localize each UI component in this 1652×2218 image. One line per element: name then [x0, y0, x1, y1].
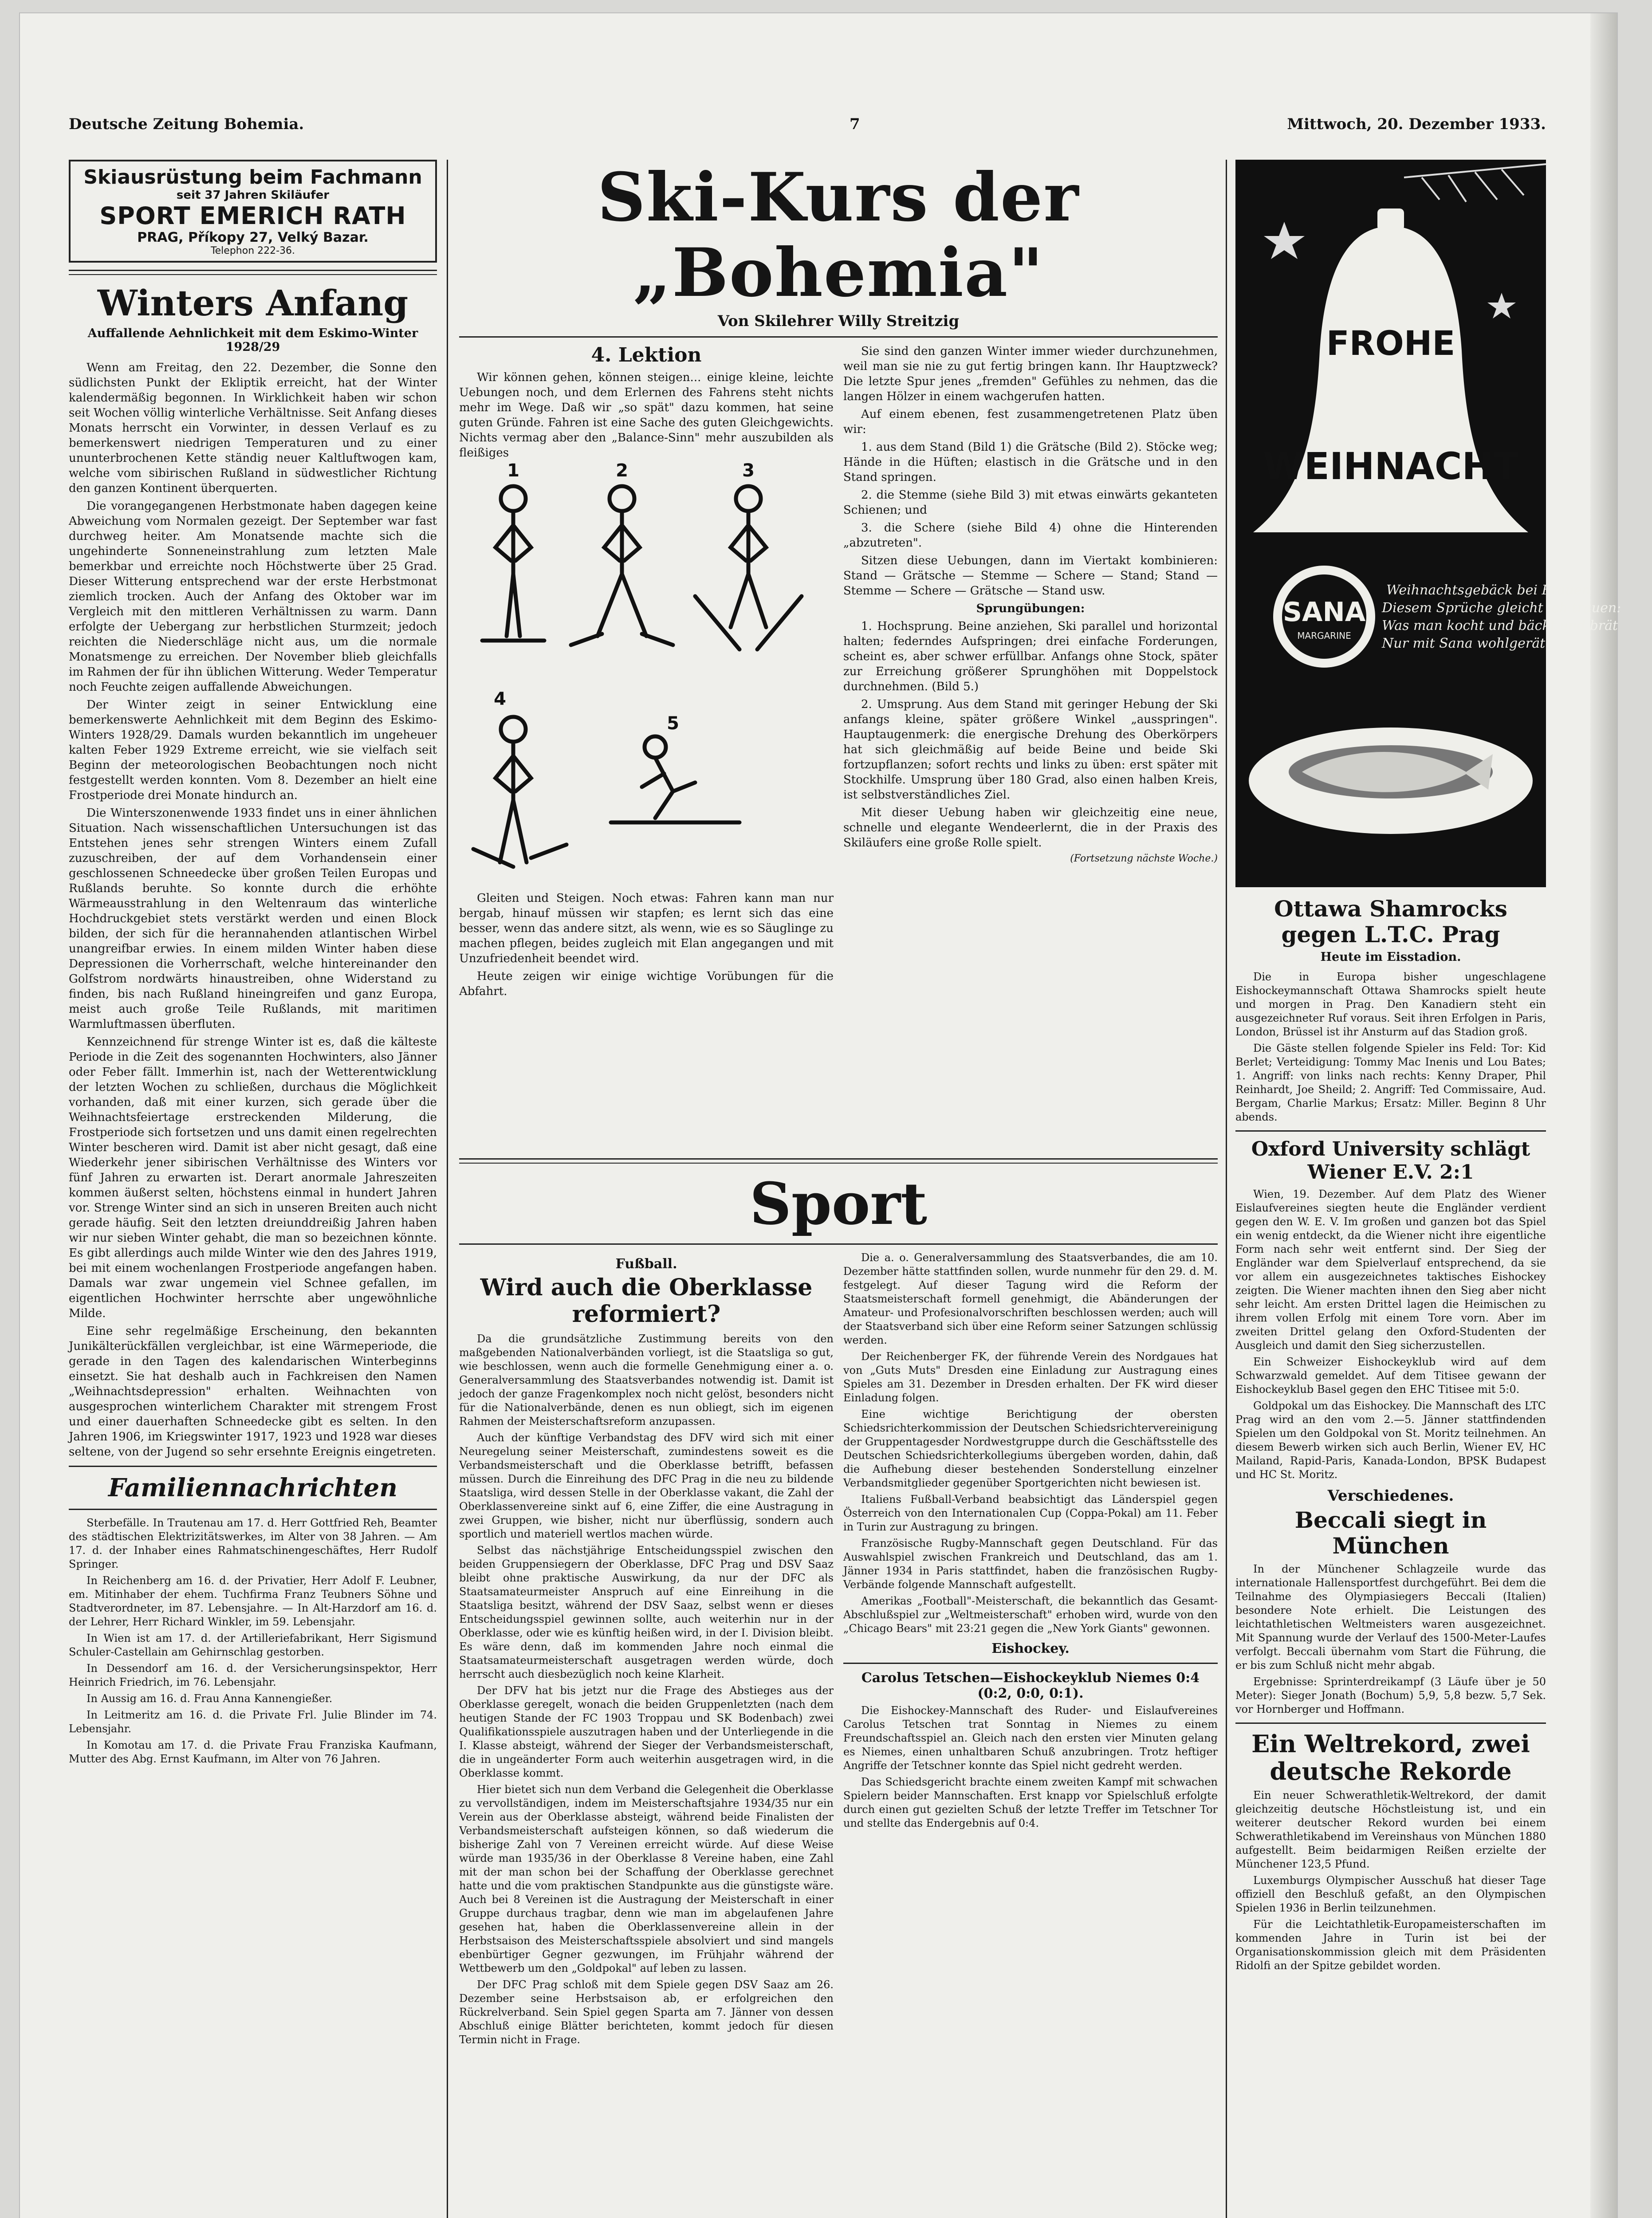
paragraph: Amerikas „Football"-Meisterschaft, die bekanntlich das Gesamt-Abschlußspiel zur „Weltmeisterschaft" erhoben wird, wurde von den „Chicago Bears" mit 23:21 gegen die „New York Giants" gewonnen.	[843, 1595, 1218, 1635]
family-news-title: Familiennachrichten	[108, 1473, 397, 1502]
paragraph: Das Schiedsgericht brachte einem zweiten Kampf mit schwachen Spielern beider Mannschaften. Erst knapp vor Spielschluß erfolgte durch einen gut gezielten Schuß der letzte Treffer im Tetschner Tor und stellte das Endergebnis auf 0:4.	[843, 1776, 1218, 1829]
paragraph: In Aussig am 16. d. Frau Anna Kannengießer.	[87, 1692, 333, 1705]
misc-label: Verschiedenes.	[1327, 1487, 1454, 1505]
ski-byline: Von Skilehrer Willy Streitzig	[717, 312, 960, 330]
paragraph: Wir können gehen, können steigen... einige kleine, leichte Uebungen noch, und dem Erlernen des Fahrens steht nichts mehr im Wege. Daß wir „so spät" dazu kommen, hat seine guten Gründe. Fahren ist eine Sache des guten Gleichgewichts. Nichts vermag aber den „Balance-Sinn" mehr auszubilden als fleißiges	[459, 371, 834, 460]
paragraph: 3. die Schere (siehe Bild 4) ohne die Hinterenden „abzutreten".	[843, 521, 1218, 550]
sport-section	[459, 1251, 1218, 2049]
paragraph: Die a. o. Generalversammlung des Staatsverbandes, die am 10. Dezember hätte stattfinden sollen, wurde nunmehr für den 29. d. M. festgelegt. Auf dieser Tagung wird die Reform der Staatsmeisterschaft formell genehmigt, die Abänderungen der Amateur- und Profesionalvorschriften beschlossen werden; auch will der Staatsverband sich über eine Reform seiner Satzungen schlüssig werden.	[843, 1251, 1218, 1346]
paragraph: Die Winterszonenwende 1933 findet uns in einer ähnlichen Situation. Nach wissenschaftlichen Untersuchungen ist das Entstehen jenes sehr strengen Winters einem Zufall zuzuschreiben, der auf dem Vorhandensein einer geschlossenen Schneedecke über großen Teilen Europas und Rußlands beruhte. So konnte durch die erhöhte Wärmeausstrahlung in den Weltenraum das winterliche Hochdruckgebiet stets verstärkt werden und einen Block bilden, der sich für die herannahenden atlantischen Wirbel unangreifbar erwies. In einem milden Winter haben diese Depressionen die Vorherrschaft, welche hintereinander den Golfstrom nordwärts hinaustreiben, ohne Widerstand zu finden, bis nach Rußland hineingreifen und ganz Europa, meist auch große Teile Rußlands, mit maritimen Warmluftmassen überfluten.	[69, 806, 437, 1031]
paragraph: Für die Leichtathletik-Europameisterschaften im kommenden Jahre in Turin ist bei der Organisationskommission gleich mit dem Präsidenten Ridolfi an der Spitze gebildet worden.	[1235, 1918, 1546, 1972]
paragraph: In Dessendorf am 16. d. der Versicherungsinspektor, Herr Heinrich Friedrich, im 76. Lebensjahr.	[69, 1662, 437, 1688]
football-label: Fußball.	[615, 1256, 677, 1272]
sana-brand: SANA	[1282, 597, 1366, 628]
paragraph: Hier bietet sich nun dem Verband die Gelegenheit die Oberklasse zu vervollständigen, indem im Meisterschaftsjahre 1934/35 nur ein Verein aus der Oberklasse absteigt, während beide Finalisten der Verbandsmeisterschaft aufsteigen können, so daß wiederum die bisherige Zahl von 7 Vereinen erreicht würde. Auf diese Weise würde man 1935/36 in der Oberklasse 8 Vereine haben, eine Zahl mit der man schon bei der Schaffung der Oberklasse gerechnet hatte und die vom praktischen Standpunkte aus die günstigste wäre. Auch bei 8 Vereinen ist die Austragung der Meisterschaft in einer Gruppe durchaus tragbar, denn wie man im abgelaufenen Jahre gesehen hat, haben die Oberklassenvereine allein in der Herbstsaison des Meisterschaftsspiele absolviert und sind mangels ebenbürtiger Gegner gezwungen, im Frühjahr während der Wettbewerb um den „Goldpokal" auf leben zu lassen.	[459, 1783, 834, 1974]
ottawa-title: Ottawa Shamrocks gegen L.T.C. Prag	[1274, 896, 1507, 948]
paragraph: Der Reichenberger FK, der führende Verein des Nordgaues hat von „Guts Muts" Dresden eine Einladung zur Austragung eines Spieles am 31. Dezember in Dresden erhalten. Der FK wird dieser Einladung folgen.	[843, 1350, 1218, 1404]
sana-christmas-ad	[1235, 160, 1621, 887]
ad-tagline: Was man kocht und bäckt und brät	[1382, 618, 1618, 633]
figure-label: 1	[507, 460, 519, 481]
continued-note: (Fortsetzung nächste Woche.)	[1070, 853, 1218, 864]
ad-line: SPORT EMERICH RATH	[99, 202, 406, 230]
bell-middle-text: WEIHNACHT	[1263, 444, 1519, 488]
paragraph: Französische Rugby-Mannschaft gegen Deutschland. Für das Auswahlspiel zwischen Frankreich und Deutschland, das am 1. Jänner 1934 in Paris stattfindet, haben die französischen Rugby-Verbände folgende Mannschaft aufgestellt.	[843, 1537, 1218, 1591]
paragraph: Der Winter zeigt in seiner Entwicklung eine bemerkenswerte Aehnlichkeit mit dem Beginn des Eskimo-Winters 1928/29. Damals wurden bekanntlich im ungeheuer kalten Feber 1929 Extreme erreicht, wie sie vielfach seit Beginn der meteorologischen Beobachtungen noch nicht festgestellt werden konnten. Vom 8. Dezember an hielt eine Frostperiode drei Monate hindurch an.	[69, 698, 437, 802]
winter-article	[69, 360, 437, 1459]
weltrekord-title: Ein Weltrekord, zwei deutsche Rekorde	[1251, 1730, 1530, 1785]
family-news	[69, 1516, 437, 1766]
ad-line: Skiausrüstung beim Fachmann	[83, 166, 422, 189]
paragraph: Heute zeigen wir einige wichtige Vorübungen für die Abfahrt.	[459, 970, 834, 998]
paragraph: Sprungübungen:	[976, 602, 1085, 615]
paragraph: Die in Europa bisher ungeschlagene Eishockeymannschaft Ottawa Shamrocks spielt heute und morgen in Prag. Den Kanadiern steht ein ausgezeichneter Ruf voraus. Seit ihren Erfolgen in Paris, London, Brüssel ist ihr Ansturm auf das Stadion groß.	[1235, 971, 1546, 1038]
bell-crown	[1377, 208, 1404, 231]
paragraph: Sie sind den ganzen Winter immer wieder durchzunehmen, weil man sie nie zu gut fertig bringen kann. Ihr Hauptzweck? Die letzte Spur jenes „fremden" Gefühles zu nehmen, das die langen Hölzer in einem wachgerufen hatten.	[843, 345, 1218, 403]
paragraph: In Reichenberg am 16. d. der Privatier, Herr Adolf F. Leubner, em. Mitinhaber der ehem. Tuchfirma Franz Teubners Söhne und Stadtverordneter, im 87. Lebensjahre. — In Alt-Harzdorf am 16. d. der Lehrer, Herr Richard Winkler, im 59. Lebensjahr.	[69, 1574, 437, 1628]
winter-subtitle: Auffallende Aehnlichkeit mit dem Eskimo-Winter 1928/29	[87, 326, 418, 354]
paragraph: Auch der künftige Verbandstag des DFV wird sich mit einer Neuregelung seiner Meisterschaft, zumindestens soweit es die Verbandsmeisterschaft und die Oberklasse betrifft, befassen müssen. Durch die Einreihung des DFC Prag in die neu zu bildende Staatsliga, wird dessen Stelle in der Oberklasse vakant, die Zahl der Oberklassenvereine sinkt auf 6, eine Ziffer, die eine Austragung in zwei Gruppen, wie bisher, nicht nur überflüssig, sondern auch sportlich und materiell wertlos machen würde.	[459, 1431, 834, 1540]
paragraph: Italiens Fußball-Verband beabsichtigt das Länderspiel gegen Österreich von den Internationalen Cup (Coppa-Pokal) am 11. Feber in Turin zur Austragung zu bringen.	[843, 1493, 1218, 1533]
paragraph: Der DFV hat bis jetzt nur die Frage des Abstieges aus der Oberklasse geregelt, wonach die beiden Gruppenletzten (nach dem heutigen Stande der FC 1903 Troppau und SK Bodenbach) zwei Qualifikationsspiele auszutragen haben und der Unterliegende in die I. Klasse absteigt, während der Sieger der Verbandsmeisterschaft, die in ungeänderter Form auch weiterhin ausgetragen wird, in die Oberklasse kommt.	[459, 1684, 834, 1779]
oberklasse-title: Wird auch die Oberklasse reformiert?	[480, 1274, 813, 1328]
paragraph: Ein Schweizer Eishockeyklub wird auf dem Schwarzwald gemeldet. Auf dem Titisee gewann der Eishockeyklub Basel gegen den EHC Titisee mit 5:0.	[1235, 1356, 1546, 1396]
paragraph: Wenn am Freitag, den 22. Dezember, die Sonne den südlichsten Punkt der Ekliptik erreicht, hat der Winter kalendermäßig begonnen. In Wirklichkeit haben wir schon seit Wochen völlig winterliche Verhältnisse. Seit Anfang dieses Monats herrscht ein Vorwinter, in dessen Verlauf es zu bemerkenswert niedrigen Temperaturen und zu einer ununterbrochenen Kette ständig neuer Kaltluftwogen kam, welche vom sibirischen Rußland in südwestlicher Richtung den ganzen Kontinent überquerten.	[69, 361, 437, 495]
oxford-title: Oxford University schlägt Wiener E.V. 2:1	[1251, 1138, 1530, 1184]
paragraph: Die Eishockey-Mannschaft des Ruder- und Eislaufvereines Carolus Tetschen trat Sonntag in Niemes zu einem Freundschaftsspiel an. Gleich nach den ersten vier Minuten gelang es Niemes, einen unhaltbaren Schuß anzubringen. Trotz heftiger Angriffe der Tetschner konnte das Spiel nicht gedreht werden.	[843, 1704, 1218, 1772]
ad-tagline: Nur mit Sana wohlgerät.	[1382, 636, 1550, 651]
paragraph: Ergebnisse: Sprinterdreikampf (3 Läufe über je 50 Meter): Sieger Jonath (Bochum) 5,9, 5,8 bezw. 5,7 Sek. vor Hornberger und Hoffmann.	[1235, 1675, 1546, 1715]
column-rule	[447, 160, 448, 2218]
bell-top-text: FROHE	[1326, 323, 1455, 363]
paragraph: Wien, 19. Dezember. Auf dem Platz des Wiener Eislaufvereines siegten heute die Engländer verdient gegen den W. E. V. Im großen und ganzen bot das Spiel ein wenig entdeckt, da die Wiener nicht ihre eigentliche Form nach sehr weit entfernt sind. Der Sieg der Engländer war dem Spielverlauf entsprechend, da sie vor allem ein ausgezeichnetes taktisches Eishockey zeigten. Die Wiener machten ihnen den Sieg aber nicht sehr leicht. Am ersten Drittel lagen die Heimischen zu ihrem vollen Erfolg mit einem Tore vorn. Aber im zweiten Drittel gelang den Oxford-Studenten der Ausgleich und damit den Sieg sicherzustellen.	[1235, 1188, 1546, 1352]
paragraph: 2. die Stemme (siehe Bild 3) mit etwas einwärts gekanteten Schienen; und	[843, 488, 1218, 517]
figure-label: 5	[667, 713, 679, 734]
column-middle	[459, 160, 1218, 2049]
ski-course-article	[459, 344, 1218, 1151]
newspaper-page	[20, 13, 1621, 2218]
column-left	[69, 160, 437, 1769]
figure-label: 3	[742, 460, 755, 481]
paragraph: Mit dieser Uebung haben wir gleichzeitig eine neue, schnelle und elegante Wendeerlernt, die in der Praxis des Skiläufers eine große Rolle spielt.	[843, 806, 1218, 849]
column-right	[1235, 160, 1621, 1975]
ad-tagline: Weihnachtsgebäck bei Frauen	[1386, 582, 1590, 598]
paragraph: Die Gäste stellen folgende Spieler ins Feld: Tor: Kid Berlet; Verteidigung: Tommy Mac Inenis und Lou Bates; 1. Angriff: von links nach rechts: Kenny Draper, Phil Reinhardt, Joe Sheild; 2. Angriff: Ted Commissaire, Aud. Bergam, Charlie Markus; Ersatz: Miller. Beginn 8 Uhr abends.	[1235, 1042, 1546, 1123]
stick-figure-3	[695, 486, 802, 649]
paragraph: Sterbefälle. In Trautenau am 17. d. Herr Gottfried Reh, Beamter des städtischen Elektrizitätswerkes, im Alter von 38 Jahren. — Am 17. d. der Inhaber eines Rahmatschinengeschäftes, Herr Rudolf Springer.	[69, 1517, 437, 1570]
paragraph: Eine sehr regelmäßige Erscheinung, den bekannten Junikälterückfällen vergleichbar, ist eine Wärmeperiode, die gerade in den Tagen des kalendarischen Winterbeginns einsetzt. Sie hat deshalb auch in Fachkreisen den Namen „Weihnachtsdepression" erhalten. Weihnachten von ausgesprochen winterlichem Charakter mit strengem Frost und einer dauerhaften Schneedecke gibt es selten. In den Jahren 1906, im Kriegswinter 1917, 1923 und 1928 war dieses seltene, von der Jugend so sehr ersehnte Ereignis eingetreten.	[69, 1325, 437, 1459]
ottawa-subtitle: Heute im Eisstadion.	[1320, 950, 1461, 964]
beccali-title: Beccali siegt in München	[1294, 1507, 1487, 1559]
stick-figure-2	[571, 486, 673, 645]
eishockey-score: (0:2, 0:0, 0:1).	[977, 1686, 1084, 1701]
paragraph: Goldpokal um das Eishockey. Die Mannschaft des LTC Prag wird an den vom 2.—5. Jänner stattfindenden Spielen um den Goldpokal von St. Moritz teilnehmen. An diesem Bewerb wirken sich auch Berlin, Wiener EV, HC Mailand, Rapid-Paris, Kanada-London, BPSK Budapest und HC St. Moritz.	[1235, 1400, 1546, 1481]
sport-section-title: Sport	[749, 1170, 928, 1238]
stick-figure-4	[473, 717, 566, 867]
paragraph: Gleiten und Steigen. Noch etwas: Fahren kann man nur bergab, hinauf müssen wir stapfen; es lernt sich das eine besser, wenn das andere sitzt, als wenn, wie es so Säuglinge zu machen pflegen, beides zugleich mit Elan angegangen und mit Unzufriedenheit beendet wird.	[459, 892, 834, 965]
paragraph: Luxemburgs Olympischer Ausschuß hat dieser Tage offiziell den Beschluß gefaßt, an den Olympischen Spielen 1936 in Berlin teilzunehmen.	[1235, 1874, 1546, 1914]
header-page-number: 7	[850, 115, 860, 133]
lesson-heading: 4. Lektion	[591, 344, 702, 366]
paragraph: Kennzeichnend für strenge Winter ist es, daß die kälteste Periode in die Zeit des sogenannten Hochwinters, also Jänner oder Feber fällt. Immerhin ist, nach der Wetterentwicklung der letzten Wochen zu schließen, durchaus die Möglichkeit vorhanden, daß mit einer kurzen, sich gerade über die Weihnachtsfeiertage erstreckenden Milderung, die Frostperiode sich fortsetzen und uns damit einen regelrechten Winter bescheren wird. Damit ist aber nicht gesagt, daß eine Wiederkehr jener sibirischen Verhältnisse des Winters vor fünf Jahren zu erwarten ist. Derart anormale Jahreszeiten kommen äußerst selten, höchstens einmal in hundert Jahren vor. Strenge Winter sind an sich in unseren Breiten auch nicht gerade häufig. Seit den letzten dreiunddreißig Jahren haben wir nur sieben Winter gehabt, die man so bezeichnen könnte. Es gibt allerdings auch milde Winter wie den des Jahres 1919, bei mit einem wochenlangen Frostperiode angefangen haben. Damals war zwar ungemein viel Schnee gefallen, im eigentlichen Hochwinter herrschte aber ungewöhnliche Milde.	[69, 1035, 437, 1320]
ad-line: PRAG, Příkopy 27, Velký Bazar.	[137, 230, 369, 245]
paragraph: In Komotau am 17. d. die Private Frau Franziska Kaufmann, Mutter des Abg. Ernst Kaufmann, im Alter von 76 Jahren.	[69, 1739, 437, 1765]
paragraph: Sitzen diese Uebungen, dann im Viertakt kombinieren: Stand — Grätsche — Stemme — Schere — Stand; Stand — Stemme — Schere — Grätsche — Stand usw.	[843, 554, 1218, 598]
paragraph: Ein neuer Schwerathletik-Weltrekord, der damit gleichzeitig deutsche Höchstleistung ist, und ein weiterer deutscher Rekord wurden bei einem Schwerathletikabend im Vereinshaus von München 1880 aufgestellt. Beim beidarmigen Reißen erzielte der Münchener 123,5 Pfund.	[1235, 1789, 1546, 1870]
paragraph: Da die grundsätzliche Zustimmung bereits von den maßgebenden Nationalverbänden vorliegt, ist die Staatsliga so gut, wie beschlossen, wenn auch die formelle Genehmigung einer a. o. Generalversammlung des Staatsverbandes notwendig ist. Damit ist jedoch der ganze Fragenkomplex noch nicht gelöst, besonders nicht für die Nationalverbände, denen es nun obliegt, sich im eigenen Rahmen der Meisterschaftsreform anzupassen.	[459, 1333, 834, 1428]
paragraph: In Wien ist am 17. d. der Artilleriefabrikant, Herr Sigismund Schuler-Castellain am Gehirnschlag gestorben.	[69, 1632, 437, 1658]
ad-line: seit 37 Jahren Skiläufer	[176, 189, 330, 202]
bell-illustration	[1235, 160, 1621, 887]
figure-label: 4	[494, 689, 506, 709]
paragraph: Die vorangegangenen Herbstmonate haben dagegen keine Abweichung vom Normalen gezeigt. Der September war fast durchweg heiter. Am Monatsende machte sich die ungehinderte Sonneneinstrahlung zum letzten Male bemerkbar und erreichte noch Höchstwerte über 25 Grad. Dieser Witterung entsprechend war der erste Herbstmonat ziemlich trocken. Auch der Anfang des Oktober war im Vergleich mit den mittleren Verhältnissen zu warm. Dann erfolgte der Uebergang zur herbstlichen Sturmzeit; jedoch reichten die Niederschläge nicht aus, um die normale Monatsmenge zu erreichen. Der November blieb gleichfalls im Rahmen der für ihn üblichen Witterung. Weder Temperatur noch Feuchte zeigen auffallende Abweichungen.	[69, 499, 437, 694]
column-rule	[1226, 160, 1227, 2218]
figure-label: 2	[616, 460, 628, 481]
paragraph: Eine wichtige Berichtigung der obersten Schiedsrichterkommission der Deutschen Schiedsrichtervereinigung der Gruppentagesder Nordwestgruppe durch die Geschäftsstelle des Deutschen Schiedsrichterkollegiums übergeben worden, dahin, daß die Aufhebung dieser bestehenden Sonderstellung einzelner Verbandsmitglieder gegenüber Sportgerichten nicht bewiesen ist.	[843, 1408, 1218, 1489]
page-header	[69, 115, 1546, 142]
paragraph: 1. Hochsprung. Beine anziehen, Ski parallel und horizontal halten; federndes Aufspringen; drei einfache Forderungen, scheint es, aber schwer erfüllbar. Anfangs ohne Stock, später zur Erreichung größerer Sprunghöhen mit Doppelstock durchnehmen. (Bild 5.)	[843, 620, 1218, 693]
page-edge-shadow	[1590, 13, 1617, 2218]
stick-figure-1	[482, 486, 544, 641]
header-date: Mittwoch, 20. Dezember 1933.	[1287, 115, 1546, 133]
ski-course-title: Ski-Kurs der „Bohemia"	[597, 158, 1080, 312]
eishockey-label: Eishockey.	[991, 1641, 1070, 1656]
eishockey-title: Carolus Tetschen—Eishockeyklub Niemes 0:4	[861, 1670, 1200, 1686]
paragraph: In Leitmeritz am 16. d. die Private Frl. Julie Blinder im 74. Lebensjahr.	[69, 1709, 437, 1735]
ad-tagline: Diesem Sprüche gleicht ich trauen:	[1382, 600, 1621, 616]
ski-exercise-figures	[459, 460, 834, 889]
paragraph: Auf einem ebenen, fest zusammengetretenen Platz üben wir:	[843, 408, 1218, 436]
sport-rath-ad	[69, 160, 437, 263]
ad-line: Telephon 222-36.	[210, 245, 295, 256]
paragraph: Selbst das nächstjährige Entscheidungsspiel zwischen den beiden Gruppensiegern der Oberklasse, DFC Prag und DSV Saaz bleibt ohne praktische Auswirkung, da nur der DFC als Staatsamateurmeister Anspruch auf eine Einreihung in die Staatsliga besitzt, während der DSV Saaz, selbst wenn er dieses Entscheidungsspiel gewinnen sollte, auch weiterhin nur in der Oberklasse, oder wie es künftig heißen wird, in der I. Division bleibt. Es wäre denn, daß im kommenden Jahre noch einmal die Staatsamateurmeisterschaft ausgetragen werden würde, doch herrscht auch diesbezüglich noch keine Klarheit.	[459, 1544, 834, 1680]
paragraph: In der Münchener Schlagzeile wurde das internationale Hallensportfest durchgeführt. Bei dem die Teilnahme des Olympiasiegers Beccali (Italien) besondere Note erhielt. Die Leistungen des leichtathletischen Weltmeisters waren ausgezeichnet. Mit Spannung wurde der Verlauf des 1500-Meter-Laufes verfolgt. Beccali übernahm vom Start die Führung, die er bis zum Schluß nicht mehr abgab.	[1235, 1563, 1546, 1671]
paragraph: 2. Umsprung. Aus dem Stand mit geringer Hebung der Ski anfangs kleine, später größere Winkel „ausspringen". Hauptaugenmerk: die energische Drehung des Oberkörpers hat sich gleichmäßig auf beide Beine und beide Ski fortzupflanzen; sofort rechts und links zu üben: erst später mit Stockhilfe. Umsprung über 180 Grad, also einen halben Kreis, ist selbstverständliches Ziel.	[843, 698, 1218, 802]
stick-figure-5	[611, 736, 739, 822]
sana-brand-sub: MARGARINE	[1297, 630, 1351, 641]
header-newspaper-name: Deutsche Zeitung Bohemia.	[69, 115, 304, 133]
paragraph: Der DFC Prag schloß mit dem Spiele gegen DSV Saaz am 26. Dezember seine Herbstsaison ab, er erfolgreichen den Rückrelverband. Sein Spiel gegen Sparta am 7. Jänner von dessen Abschluß einige Blätter berichteten, kommt jedoch für diesen Termin nicht in Frage.	[459, 1978, 834, 2046]
winter-title: Winters Anfang	[97, 282, 409, 324]
paragraph: 1. aus dem Stand (Bild 1) die Grätsche (Bild 2). Stöcke weg; Hände in die Hüften; elastisch in die Grätsche und in den Stand springen.	[843, 440, 1218, 484]
